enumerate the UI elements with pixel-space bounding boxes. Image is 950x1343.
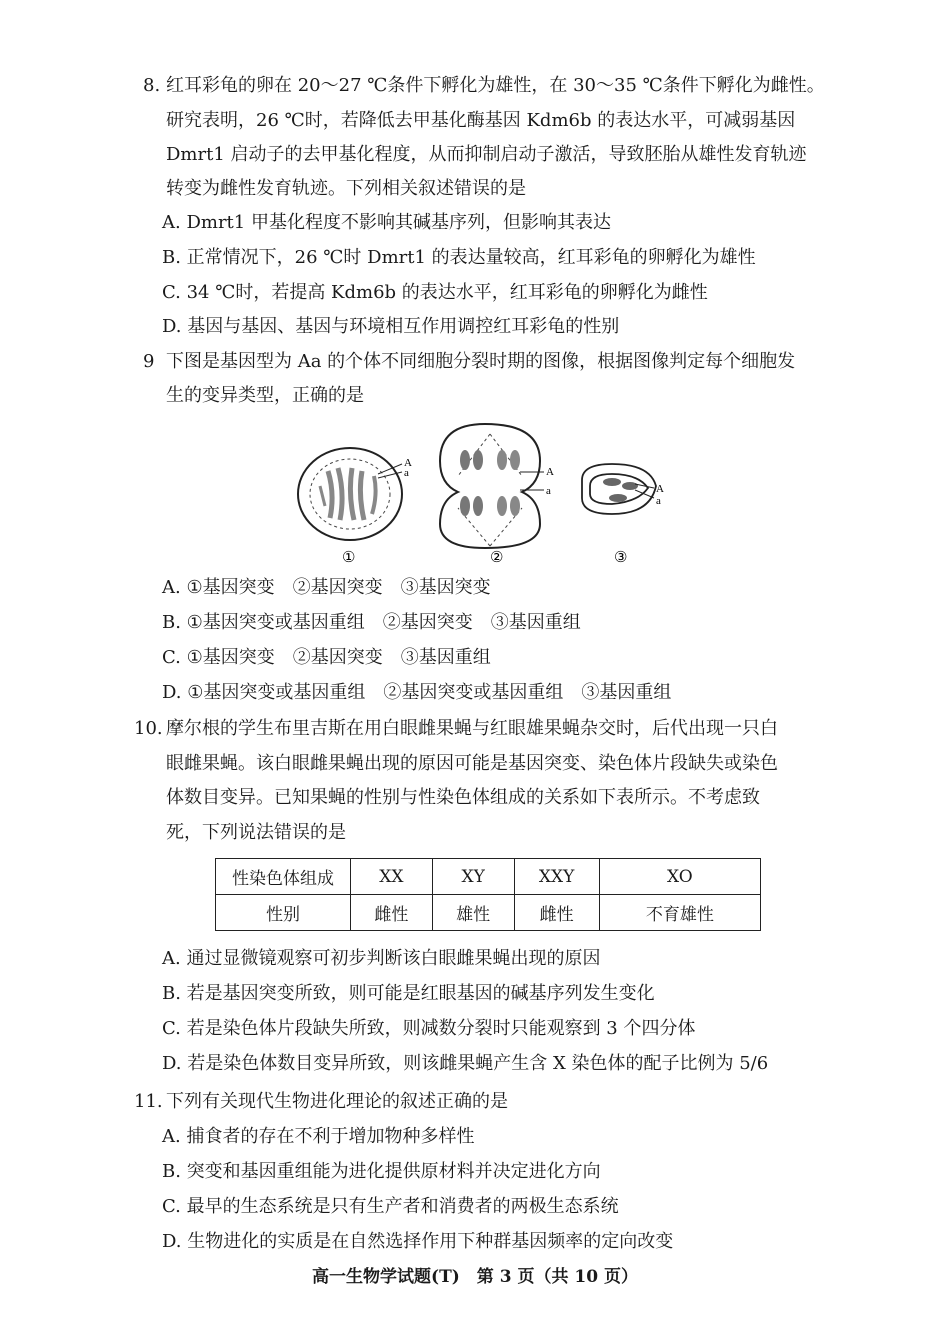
question-10-stem-line-2: 眼雌果蝇。该白眼雌果蝇出现的原因可能是基因突变、染色体片段缺失或染色	[166, 753, 778, 774]
question-10-stem-line-3: 体数目变异。已知果蝇的性别与性染色体组成的关系如下表所示。不考虑致	[166, 787, 760, 808]
question-8-stem-line-4: 转变为雌性发育轨迹。下列相关叙述错误的是	[166, 178, 526, 199]
question-9-option-b: B. ①基因突变或基因重组 ②基因突变 ③基因重组	[162, 612, 581, 633]
question-11-number: 11.	[134, 1091, 163, 1112]
cell-1-diagram	[298, 448, 412, 566]
question-8-option-d: D. 基因与基因、基因与环境相互作用调控红耳彩龟的性别	[162, 316, 620, 337]
table-cell: 性别	[216, 895, 351, 931]
question-9-option-d: D. ①基因突变或基因重组 ②基因突变或基因重组 ③基因重组	[162, 682, 672, 703]
sex-chromosome-table	[215, 858, 761, 931]
cell-3-allele-a-label: a	[656, 495, 661, 507]
cell-1-allele-a-label: a	[404, 467, 409, 479]
question-8-option-b: B. 正常情况下，26 ℃时 Dmrt1 的表达量较高，红耳彩龟的卵孵化为雄性	[162, 247, 756, 268]
question-8-number: 8.	[143, 75, 161, 96]
table-cell: 不育雄性	[599, 895, 760, 931]
cell-division-figure	[290, 416, 690, 566]
table-cell: XX	[351, 859, 433, 895]
question-11-option-d: D. 生物进化的实质是在自然选择作用下种群基因频率的定向改变	[162, 1231, 674, 1252]
page-footer: 高一生物学试题(T) 第 3 页（共 10 页）	[312, 1267, 638, 1287]
question-8-stem-line-3: Dmrt1 启动子的去甲基化程度，从而抑制启动子激活，导致胚胎从雄性发育轨迹	[166, 144, 807, 165]
question-9-stem-line-2: 生的变异类型，正确的是	[166, 385, 364, 406]
cell-2-label: ②	[490, 548, 504, 566]
question-9-number: 9	[143, 351, 155, 372]
table-cell: 雌性	[351, 895, 433, 931]
question-11-option-c: C. 最早的生态系统是只有生产者和消费者的两极生态系统	[162, 1196, 619, 1217]
question-10-option-b: B. 若是基因突变所致，则可能是红眼基因的碱基序列发生变化	[162, 983, 655, 1004]
table-cell: 雌性	[514, 895, 599, 931]
question-10-number: 10.	[134, 718, 163, 739]
question-11-option-a: A. 捕食者的存在不利于增加物种多样性	[162, 1126, 475, 1147]
cell-3-allele-A-label: A	[656, 483, 664, 495]
question-8-stem-line-2: 研究表明，26 ℃时，若降低去甲基化酶基因 Kdm6b 的表达水平，可减弱基因	[166, 110, 796, 131]
question-11-stem-line-1: 下列有关现代生物进化理论的叙述正确的是	[166, 1091, 508, 1112]
question-10-option-a: A. 通过显微镜观察可初步判断该白眼雌果蝇出现的原因	[162, 948, 601, 969]
question-9-option-c: C. ①基因突变 ②基因突变 ③基因重组	[162, 647, 491, 668]
cell-1-allele-A-label: A	[404, 457, 412, 469]
table-cell: XY	[432, 859, 514, 895]
table-row	[216, 859, 761, 895]
question-10-stem-line-4: 死，下列说法错误的是	[166, 822, 346, 843]
cell-2-diagram	[440, 424, 554, 566]
question-10-option-d: D. 若是染色体数目变异所致，则该雌果蝇产生含 X 染色体的配子比例为 5/6	[162, 1053, 769, 1074]
question-11-option-b: B. 突变和基因重组能为进化提供原材料并决定进化方向	[162, 1161, 601, 1182]
table-row	[216, 895, 761, 931]
table-cell: XO	[599, 859, 760, 895]
cell-3-diagram	[582, 464, 664, 566]
question-8-option-a: A. Dmrt1 甲基化程度不影响其碱基序列，但影响其表达	[162, 212, 611, 233]
table-cell: 性染色体组成	[216, 859, 351, 895]
cell-2-allele-a-label: a	[546, 485, 551, 497]
question-9-stem-line-1: 下图是基因型为 Aa 的个体不同细胞分裂时期的图像，根据图像判定每个细胞发	[166, 351, 796, 372]
question-9-option-a: A. ①基因突变 ②基因突变 ③基因突变	[162, 577, 491, 598]
question-8-stem-line-1: 红耳彩龟的卵在 20～27 ℃条件下孵化为雄性，在 30～35 ℃条件下孵化为雌性。	[166, 75, 825, 96]
table-cell: XXY	[514, 859, 599, 895]
question-10-option-c: C. 若是染色体片段缺失所致，则减数分裂时只能观察到 3 个四分体	[162, 1018, 696, 1039]
question-8-option-c: C. 34 ℃时，若提高 Kdm6b 的表达水平，红耳彩龟的卵孵化为雌性	[162, 282, 708, 303]
cell-3-label: ③	[614, 548, 628, 566]
cell-2-allele-A-label: A	[546, 466, 554, 478]
question-10-stem-line-1: 摩尔根的学生布里吉斯在用白眼雌果蝇与红眼雄果蝇杂交时，后代出现一只白	[166, 718, 778, 739]
cell-1-label: ①	[342, 548, 356, 566]
table-cell: 雄性	[432, 895, 514, 931]
